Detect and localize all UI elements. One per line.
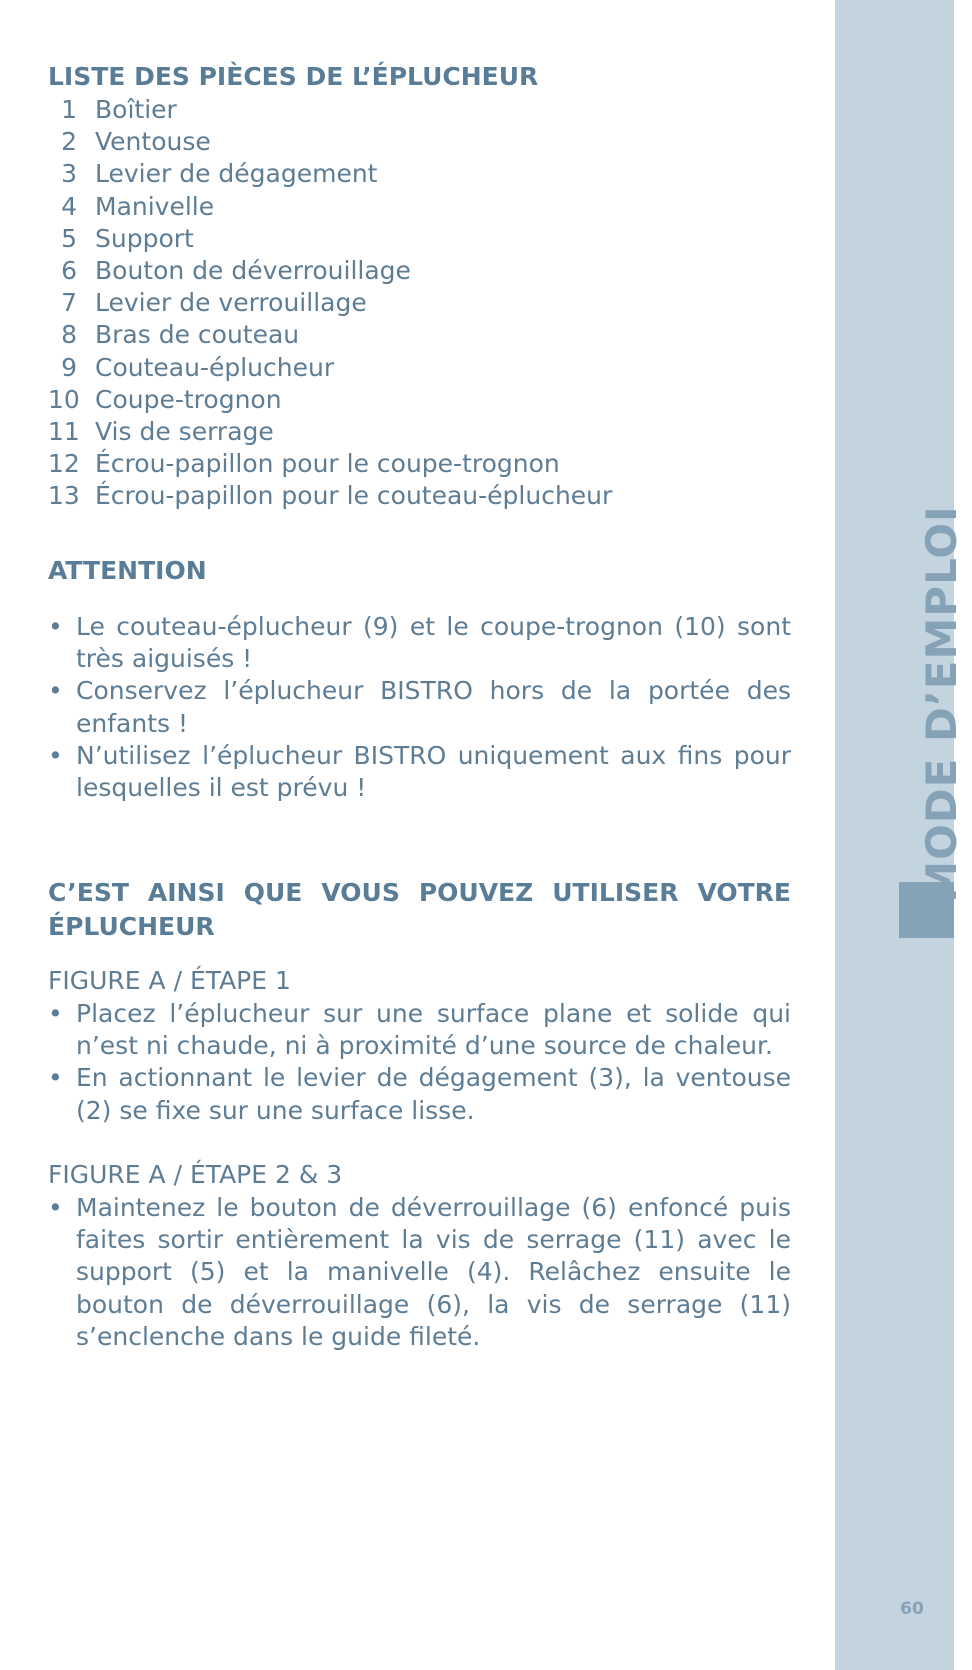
step-label: FIGURE A / ÉTAPE 2 & 3: [48, 1160, 343, 1189]
step-list: [48, 998, 791, 1127]
list-item: • Maintenez le bouton de déverrouillage (6) enfoncé puis faites sortir entièrement la vis de serrage (11) avec le support (5) et la manivelle (4). Relâchez ensuite le bouton de déverrouillage (6), la vis de serrage (11) s’enclenche dans le guide fileté.: [48, 1193, 791, 1351]
list-item: 1 Boîtier: [61, 95, 177, 124]
list-item: 11 Vis de serrage: [48, 417, 274, 447]
list-item: 4 Manivelle: [61, 191, 215, 221]
list-item: 8 Bras de couteau: [61, 320, 300, 350]
list-item: 5 Support: [61, 223, 194, 253]
sidebar-title: MODE D’EMPLOI: [917, 505, 966, 903]
attention-list: [48, 611, 791, 804]
list-item: • Placez l’éplucheur sur une surface plane et solide qui n’est ni chaude, ni à proximité d’une source de chaleur.: [48, 999, 791, 1061]
step-list: [48, 1192, 791, 1353]
list-item: 7 Levier de verrouillage: [61, 288, 367, 318]
list-item: 6 Bouton de déverrouillage: [61, 256, 411, 286]
usage-heading: C’EST AINSI QUE VOUS POUVEZ UTILISER VOTRE ÉPLUCHEUR: [48, 878, 791, 941]
page-number: 60: [900, 1599, 924, 1619]
list-item: 10 Coupe-trognon: [48, 384, 282, 414]
step-label: FIGURE A / ÉTAPE 1: [48, 966, 291, 995]
list-item: 3 Levier de dégagement: [61, 159, 378, 189]
list-item: 9 Couteau-éplucheur: [61, 352, 335, 382]
parts-list: [48, 94, 612, 513]
list-item: • Conservez l’éplucheur BISTRO hors de la portée des enfants !: [48, 676, 791, 738]
list-item: • N’utilisez l’éplucheur BISTRO uniquement aux fins pour lesquelles il est prévu !: [48, 740, 791, 803]
list-item: 12 Écrou-papillon pour le coupe-trognon: [48, 449, 560, 479]
list-item: • En actionnant le levier de dégagement (3), la ventouse (2) se fixe sur une surface lisse.: [48, 1063, 791, 1125]
attention-heading: ATTENTION: [48, 556, 207, 585]
parts-list-heading: LISTE DES PIÈCES DE L’ÉPLUCHEUR: [48, 62, 539, 91]
list-item: 13 Écrou-papillon pour le couteau-éplucheur: [48, 481, 613, 511]
list-item: 2 Ventouse: [61, 127, 211, 157]
list-item: • Le couteau-éplucheur (9) et le coupe-trognon (10) sont très aiguisés !: [48, 612, 791, 674]
